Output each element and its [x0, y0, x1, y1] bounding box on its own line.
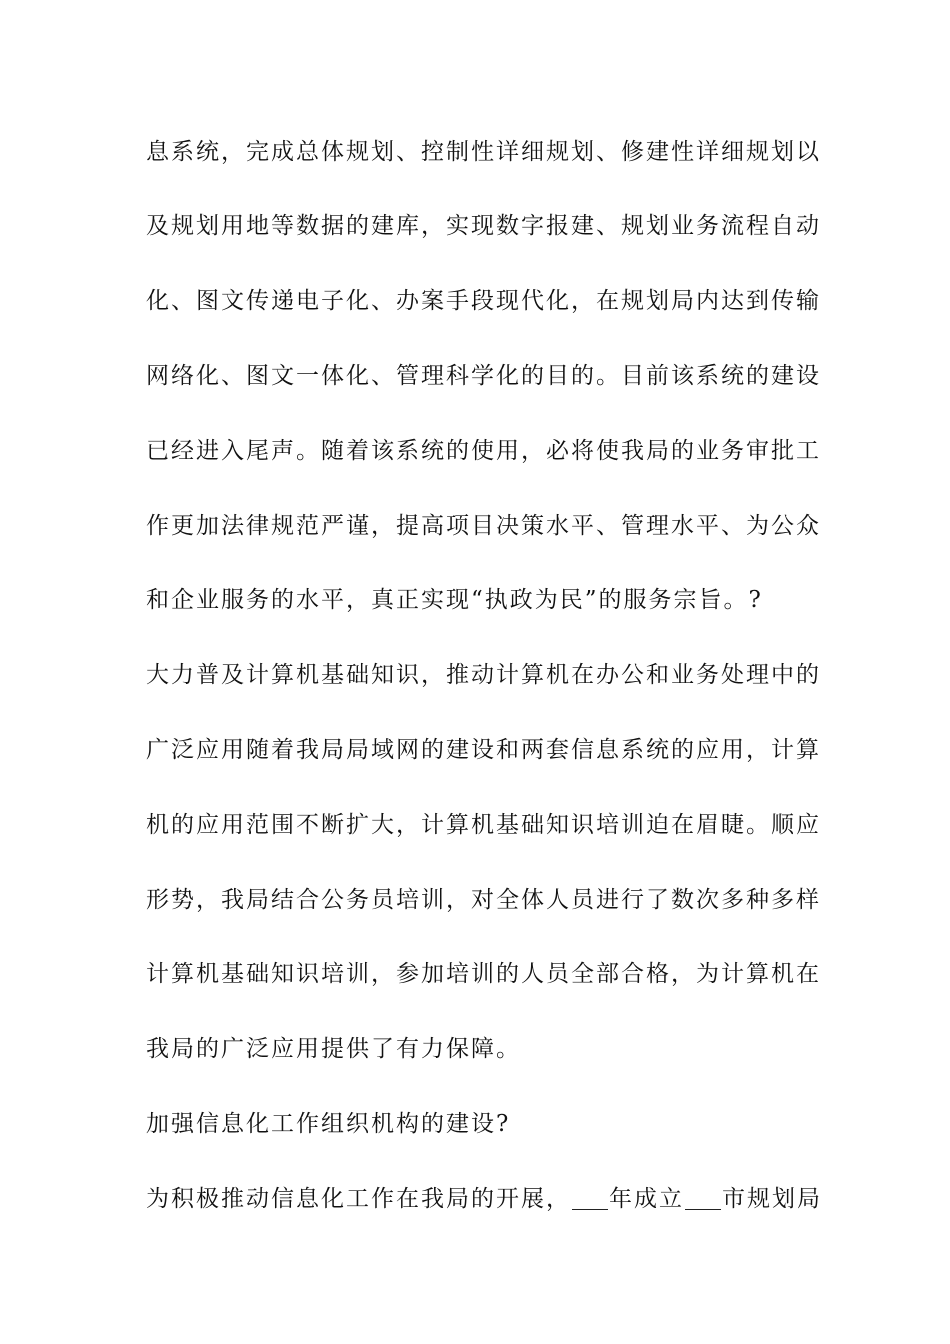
text-fragment: 年成立	[609, 1186, 684, 1212]
text-line: 大力普及计算机基础知识，推动计算机在办公和业务处理中的	[146, 662, 821, 688]
text-line: 作更加法律规范严谨，提高项目决策水平、管理水平、为公众	[146, 513, 821, 539]
section-heading: 加强信息化工作组织机构的建设?	[146, 1111, 511, 1137]
text-line: 已经进入尾声。随着该系统的使用，必将使我局的业务审批工	[146, 438, 821, 464]
text-line: 网络化、图文一体化、管理科学化的目的。目前该系统的建设	[146, 363, 821, 389]
fill-in-blank	[685, 1185, 721, 1210]
text-line: 广泛应用随着我局局域网的建设和两套信息系统的应用，计算	[146, 737, 821, 763]
text-line-with-blanks	[146, 1184, 822, 1214]
text-line: 息系统，完成总体规划、控制性详细规划、修建性详细规划以	[146, 139, 821, 165]
fill-in-blank	[572, 1185, 608, 1210]
text-line: 我局的广泛应用提供了有力保障。	[146, 1036, 521, 1062]
text-line: 形势，我局结合公务员培训，对全体人员进行了数次多种多样	[146, 887, 821, 913]
text-line: 及规划用地等数据的建库，实现数字报建、规划业务流程自动	[146, 213, 821, 239]
text-line: 计算机基础知识培训，参加培训的人员全部合格，为计算机在	[146, 961, 821, 987]
text-fragment: 市规划局	[722, 1186, 822, 1212]
text-line: 机的应用范围不断扩大，计算机基础知识培训迫在眉睫。顺应	[146, 812, 821, 838]
text-line: 化、图文传递电子化、办案手段现代化，在规划局内达到传输	[146, 288, 821, 314]
text-line: 和企业服务的水平，真正实现“执政为民”的服务宗旨。?	[146, 587, 763, 613]
text-fragment: 为积极推动信息化工作在我局的开展，	[146, 1186, 571, 1212]
